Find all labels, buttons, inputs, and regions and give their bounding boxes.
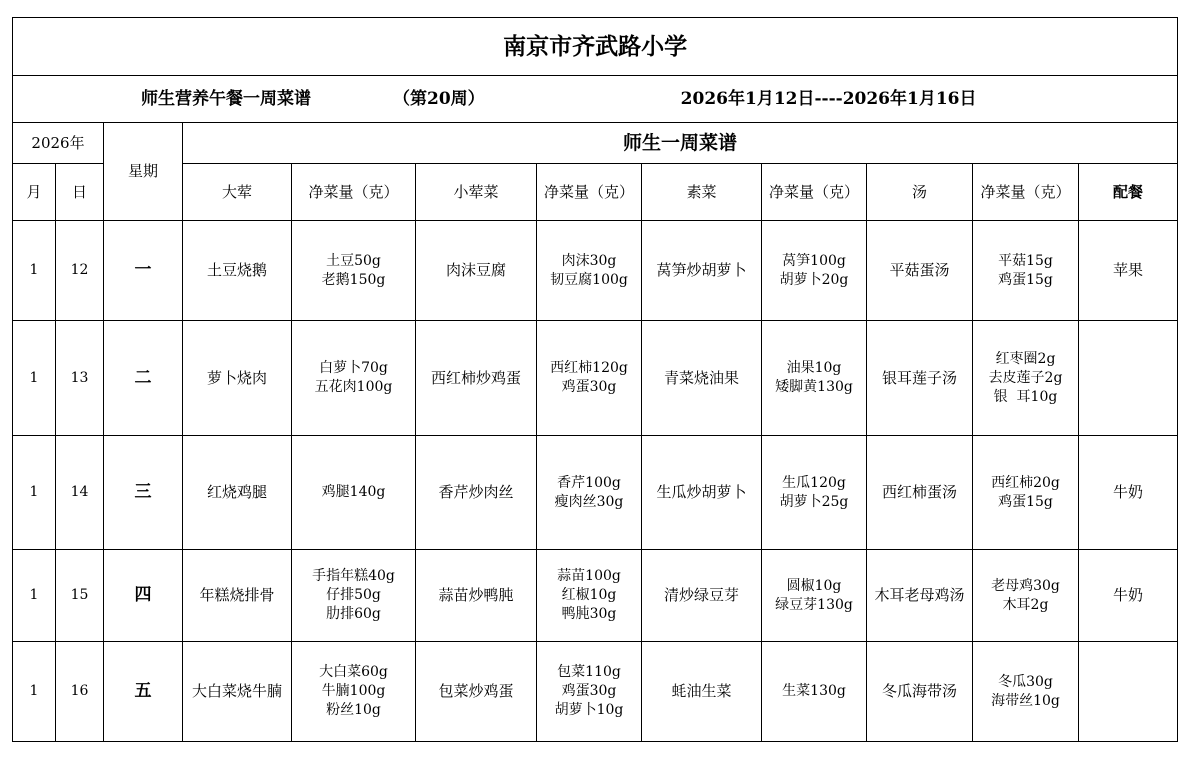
main-qty-cell [292,221,416,321]
veg-dish-cell: 生瓜炒胡萝卜 [642,436,762,550]
qty-line: 矮脚黄130g [775,379,853,395]
main-dish-cell: 年糕烧排骨 [183,550,292,642]
qty-line: 油果10g [786,360,842,376]
qty-line: 胡萝卜20g [779,271,849,288]
soup-qty-cell [973,436,1079,550]
qty-line: 西红柿20g [991,474,1060,491]
qty-line: 鸡蛋15g [998,493,1053,510]
side-dish-header: 小荤菜 [416,164,537,221]
qty-line: 大白菜60g [319,664,388,680]
month-cell: 1 [13,436,56,550]
qty-line: 莴笋100g [782,252,846,269]
table-row [13,321,1178,436]
weekday-cell: 二 [104,321,183,436]
side-qty-cell [537,321,642,436]
qty-line: 冬瓜30g [998,673,1053,690]
main-qty-cell [292,642,416,742]
year-header: 2026年 [13,123,104,164]
qty-line: 牛腩100g [321,683,386,699]
qty-line: 土豆50g [326,252,381,269]
month-header: 月 [13,164,56,221]
qty-line: 胡萝卜25g [779,493,849,510]
extra-cell [1079,642,1178,742]
veg-qty-header: 净菜量（克） [762,164,867,221]
qty-line: 肋排60g [326,606,381,622]
qty-line: 生瓜120g [782,474,846,491]
table-row [13,550,1178,642]
main-qty-cell [292,321,416,436]
veg-dish-cell: 蚝油生菜 [642,642,762,742]
qty-line: 韧豆腐100g [550,271,628,288]
day-header: 日 [56,164,104,221]
qty-line: 去皮莲子2g [988,369,1063,386]
soup-qty-cell [973,642,1079,742]
qty-line: 海带丝10g [991,692,1060,709]
qty-line: 鸡腿140g [321,484,386,500]
qty-line: 圆椒10g [786,577,842,594]
veg-qty-cell [762,642,867,742]
main-dish-cell: 红烧鸡腿 [183,436,292,550]
side-dish-cell: 香芹炒肉丝 [416,436,537,550]
soup-cell: 银耳莲子汤 [867,321,973,436]
qty-line: 白萝卜70g [319,360,388,376]
side-qty-cell [537,550,642,642]
day-cell: 16 [56,642,104,742]
soup-qty-cell [973,221,1079,321]
side-qty-cell [537,642,642,742]
soup-qty-header: 净菜量（克） [973,164,1079,221]
qty-line: 粉丝10g [326,702,381,718]
qty-line: 红椒10g [561,587,617,603]
main-qty-cell [292,436,416,550]
qty-line: 五花肉100g [314,379,393,395]
weekday-cell: 四 [104,550,183,642]
date-range: 2026年1月12日----2026年1月16日 [680,88,977,109]
main-qty-cell [292,550,416,642]
qty-line: 仔排50g [326,587,381,603]
weekday-header: 星期 [104,123,183,221]
soup-qty-cell [973,550,1079,642]
weekday-cell: 五 [104,642,183,742]
veg-dish-cell: 清炒绿豆芽 [642,550,762,642]
school-name: 南京市齐武路小学 [13,18,1178,76]
month-cell: 1 [13,221,56,321]
extra-cell: 苹果 [1079,221,1178,321]
table-row [13,221,1178,321]
soup-cell: 木耳老母鸡汤 [867,550,973,642]
qty-line: 平菇15g [998,252,1053,269]
qty-line: 红枣圈2g [995,350,1056,367]
qty-line: 西红柿120g [550,360,628,376]
weekly-menu-header: 师生一周菜谱 [183,123,1178,164]
qty-line: 瘦肉丝30g [554,493,624,510]
main-dish-cell: 萝卜烧肉 [183,321,292,436]
qty-line: 鸭肫30g [561,606,617,622]
side-dish-cell: 西红柿炒鸡蛋 [416,321,537,436]
main-qty-header: 净菜量（克） [292,164,416,221]
soup-cell: 平菇蛋汤 [867,221,973,321]
day-cell: 14 [56,436,104,550]
qty-line: 老鹅150g [321,271,386,288]
day-cell: 15 [56,550,104,642]
veg-dish-cell: 青菜烧油果 [642,321,762,436]
extra-header: 配餐 [1079,164,1178,221]
menu-subtitle [13,76,1178,123]
menu-title: 师生营养午餐一周菜谱 [141,88,311,109]
weekday-cell: 一 [104,221,183,321]
soup-qty-cell [973,321,1079,436]
side-dish-cell: 肉沫豆腐 [416,221,537,321]
qty-line: 生菜130g [782,683,846,699]
weekday-cell: 三 [104,436,183,550]
veg-dish-header: 素菜 [642,164,762,221]
qty-line: 手指年糕40g [312,568,395,584]
side-qty-cell [537,221,642,321]
table-row [13,436,1178,550]
veg-qty-cell [762,321,867,436]
main-dish-cell: 大白菜烧牛腩 [183,642,292,742]
veg-qty-cell [762,550,867,642]
qty-line: 鸡蛋15g [998,271,1053,288]
weekly-menu-table [12,17,1178,742]
qty-line: 蒜苗100g [557,568,621,584]
side-qty-header: 净菜量（克） [537,164,642,221]
week-number: （第20周） [393,88,485,109]
soup-cell: 西红柿蛋汤 [867,436,973,550]
table-row [13,642,1178,742]
side-dish-cell: 包菜炒鸡蛋 [416,642,537,742]
extra-cell [1079,321,1178,436]
qty-line: 包菜110g [557,664,621,680]
veg-qty-cell [762,221,867,321]
extra-cell: 牛奶 [1079,550,1178,642]
qty-line: 鸡蛋30g [561,379,617,395]
qty-line: 鸡蛋30g [561,683,617,699]
side-dish-cell: 蒜苗炒鸭肫 [416,550,537,642]
soup-header: 汤 [867,164,973,221]
day-cell: 13 [56,321,104,436]
qty-line: 肉沫30g [561,252,617,269]
qty-line: 木耳2g [1002,596,1049,613]
qty-line: 胡萝卜10g [554,702,624,718]
veg-dish-cell: 莴笋炒胡萝卜 [642,221,762,321]
veg-qty-cell [762,436,867,550]
qty-line: 银 耳10g [993,388,1058,405]
qty-line: 老母鸡30g [991,577,1060,594]
month-cell: 1 [13,642,56,742]
month-cell: 1 [13,321,56,436]
soup-cell: 冬瓜海带汤 [867,642,973,742]
main-dish-cell: 土豆烧鹅 [183,221,292,321]
qty-line: 绿豆芽130g [775,596,853,613]
day-cell: 12 [56,221,104,321]
qty-line: 香芹100g [557,474,621,491]
main-dish-header: 大荤 [183,164,292,221]
side-qty-cell [537,436,642,550]
extra-cell: 牛奶 [1079,436,1178,550]
month-cell: 1 [13,550,56,642]
